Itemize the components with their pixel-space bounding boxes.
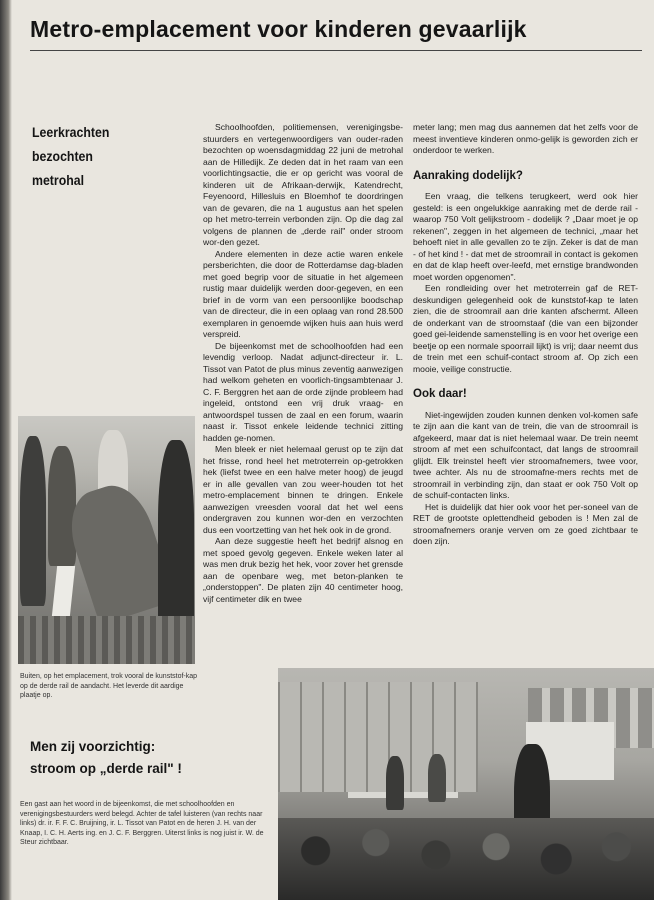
section-heading: Aanraking dodelijk? bbox=[413, 169, 523, 182]
paragraph: Niet-ingewijden zouden kunnen denken vol-komen safe te zijn aan die kant van de trein, die van de stroomrail is afgekeerd, maar dat is niet helemaal waar. De trein neemt stroom af met een schuifcontact, dat langs de stroomrail glijdt. Elk treinstel heeft vier stroomafnemers, twee voor, twee achter. Als nu de stroomafne-mers rechts met de stroomrail in verbinding zijn, dan staat er ook 750 Volt op de schuif-contacten links. bbox=[413, 409, 638, 500]
photo-figure bbox=[158, 440, 194, 640]
bottom-heading-line: Men zij voorzichtig: bbox=[30, 739, 156, 754]
photo-figure bbox=[428, 754, 446, 802]
bottom-heading-line: stroom op „derde rail" ! bbox=[30, 761, 182, 776]
side-heading bbox=[32, 120, 129, 192]
section-heading: Ook daar! bbox=[413, 388, 467, 400]
photo-hall-windows bbox=[278, 682, 478, 792]
headline: Metro-emplacement voor kinderen gevaarlijk bbox=[30, 16, 527, 42]
paragraph: De bijeenkomst met de schoolhoofden had een levendig verloop. Nadat adjunct-directeur ir. L. Tissot van Patot de plus minus zeventig aanwezigen had welkom geheten en voorlich-tingsambtenaar J. C. F. Berggren het aan de orde zijnde probleem had ingeleid, ontstond een vrij druk vraag- en antwoordspel tussen de zaal en een forum, waarin naast ir. Tissot enkele leidende technici zitting hadden ge-nomen. bbox=[203, 340, 403, 443]
bottom-heading bbox=[30, 736, 265, 780]
photo-figure bbox=[386, 756, 404, 810]
headline-rule bbox=[30, 50, 642, 51]
column-right bbox=[413, 122, 638, 548]
paragraph: meter lang; men mag dus aannemen dat het zelfs voor de meest inventieve kinderen onmo-gelijk is geworden zich er onderdoor te werken. bbox=[413, 122, 638, 155]
side-heading-line: bezochten bbox=[32, 148, 93, 164]
paragraph: Aan deze suggestie heeft het bedrijf alsnog en met spoed gevolg gegeven. Enkele weken later al was men druk bezig het hek, voor zover het grensde aan de openbare weg, met beton-planken te „onderstoppen". De platen zijn 40 centimeter hoog, vijf centimeter dik en twee bbox=[203, 536, 403, 604]
paragraph: Schoolhoofden, politiemensen, verenigingsbe-stuurders en vertegenwoordigers van ouder-raden bezochten op woensdagmiddag 22 juni de metrohal aan de Hilledijk. Ze deden dat in het raam van een voorlichtingsactie, die er op gericht was vooral de kinderen uit de Afrikaan-derwijk, Katendrecht, Feyenoord, Hillesluis en Bloemhof te doordringen van de gevaren, die na 1 augustus aan het spelen op het metro-terrein verbonden zijn. Op die dag zal volgens de plannen de „derde rail" onder stroom wor-den gezet. bbox=[203, 122, 403, 247]
paragraph: Andere elementen in deze actie waren enkele persberichten, die door de Rotterdamse dag-bladen met goed begrip voor de situatie in het algemeen rustig maar duidelijk werden door-gegeven, en een brief in de vorm van een persoonlijke boodschap van de directeur, die in een oplaag van rond 28.500 exemplaren in genoemde wijken huis aan huis werd verspreid. bbox=[203, 248, 403, 339]
caption-left: Buiten, op het emplacement, trok vooral de kunststof-kap op de derde rail de aandacht. Het leverde dit aardige plaatje op. bbox=[20, 673, 198, 699]
caption-bottom: Een gast aan het woord in de bijeenkomst, die met schoolhoofden en verenigingsbestuurders werd belegd. Achter de tafel luisteren (van rechts naar links) dr. ir. F. F. C. Bruijning, ir. L. Tissot van Patot en de heren J. H. van der Knaap, I. C. H. Aerts ing. en J. C. F. Berggren. Uiterst links is nog juist ir. W. de Steur zichtbaar. bbox=[20, 801, 264, 846]
photo-figure bbox=[20, 436, 46, 606]
photo-audience bbox=[278, 818, 654, 900]
paragraph: Men bleek er niet helemaal gerust op te zijn dat het frisse, rond heel het metroterrein op-getrokken hek (liefst twee en een halve meter hoog) de jeugd er in alle gevallen van zou weer-houden tot het metro-emplacement binnen te dringen. Enkele aanwezigen vreesden vooral dat het wel eens ondergraven zou kunnen wor-den en verzochten dus een voortzetting van het hek ook in de grond. bbox=[203, 444, 403, 535]
side-heading-line: metrohal bbox=[32, 172, 85, 188]
photo-rail-inspection bbox=[18, 416, 195, 664]
photo-gravel bbox=[18, 616, 195, 664]
column-middle bbox=[203, 122, 403, 605]
paragraph: Een rondleiding over het metroterrein gaf de RET-deskundigen gelegenheid ook de kunststof-kap te laten zien, die de stroomrail aan drie kanten afschermt. Alleen de onderkant van de stroomstaaf (die van een bijzonder goed gei-leidende samenstelling is en voor het overige een beetje op een normale spoorrail lijkt) is vrij; daar neemt dus de trein met een schuif-contact stroom af. Op zich een mooie, veilige constructie. bbox=[413, 283, 638, 374]
paragraph: Een vraag, die telkens terugkeert, werd ook hier gesteld: is een ongelukkige aanraking met de derde rail - waarop 750 Volt gelijkstroom - dodelijk ? „Daar moet je op rekenen", zeggen in het algemeen de technici, „maar het behoeft niet in alle gevallen zo te zijn. Zeker is dat de man - of het kind ! - dat met de stroomrail in contact is gekomen en dat de klap heeft over-leefd, met ernstige brandwonden moet worden opgenomen". bbox=[413, 191, 638, 282]
paragraph: Het is duidelijk dat hier ook voor het per-soneel van de RET de grootste oplettendheid geboden is ! Men zal de stroomafnemers oranje verven om ze goed zichtbaar te doen zijn. bbox=[413, 501, 638, 546]
page-binding-shadow bbox=[0, 0, 12, 900]
photo-figure bbox=[48, 446, 76, 566]
photo-meeting-hall bbox=[278, 668, 654, 900]
side-heading-line: Leerkrachten bbox=[32, 124, 110, 140]
